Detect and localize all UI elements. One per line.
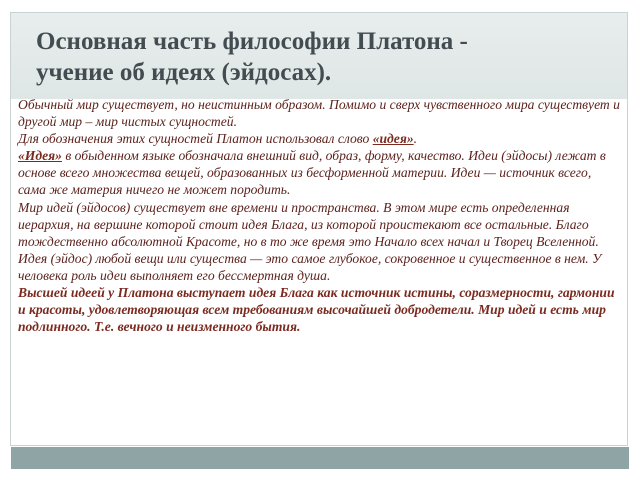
paragraph-essence: Идея (эйдос) любой вещи или существа — это самое глубокое, сокровенное и существенное в нем. У человека роль идеи выполняет его бессмертная душа. <box>18 250 602 283</box>
bottom-bar <box>11 447 629 469</box>
slide-title-line-2: учение об идеях (эйдосах). <box>36 59 332 86</box>
paragraph-idea-word <box>18 130 622 147</box>
slide-body <box>18 96 622 335</box>
slide-title-line-1: Основная часть философии Платона - <box>36 28 468 55</box>
term-idea: «идея» <box>372 131 414 147</box>
paragraph-ordinary-world: Обычный мир существует, но неистинным образом. Помимо и сверх чувственного мира существует и другой мир – мир чистых сущностей. <box>18 97 620 130</box>
paragraph-idea-meaning-text: в обыденном языке обозначала внешний вид, образ, форму, качество. Идеи (эйдосы) лежат в основе всего множества вещей, образованных из бесформенной материи. Идеи — источник всего, сама же материя ничего не может породить. <box>18 148 606 198</box>
paragraph-highest-idea: Высшей идеей у Платона выступает идея Блага как источник истины, соразмерности, гармонии и красоты, удовлетворяющая всем требованиям высочайшей добродетели. Мир идей и есть мир подлинного. Т.е. вечного и неизменного бытия. <box>18 285 615 335</box>
paragraph-idea-meaning <box>18 147 622 198</box>
paragraph-idea-word-end: . <box>413 131 418 147</box>
term-idea-quoted: «Идея» <box>18 148 62 164</box>
paragraph-idea-word-text: Для обозначения этих сущностей Платон использовал слово <box>18 131 373 147</box>
paragraph-world-of-ideas: Мир идей (эйдосов) существует вне времени и пространства. В этом мире есть определенная иерархия, на вершине которой стоит идея Блага, из которой проистекают все остальные. Благо тождественно абсолютной Красоте, но в то же время это Начало всех начал и Творец Вселенной. <box>18 199 599 249</box>
slide-title <box>36 26 616 88</box>
